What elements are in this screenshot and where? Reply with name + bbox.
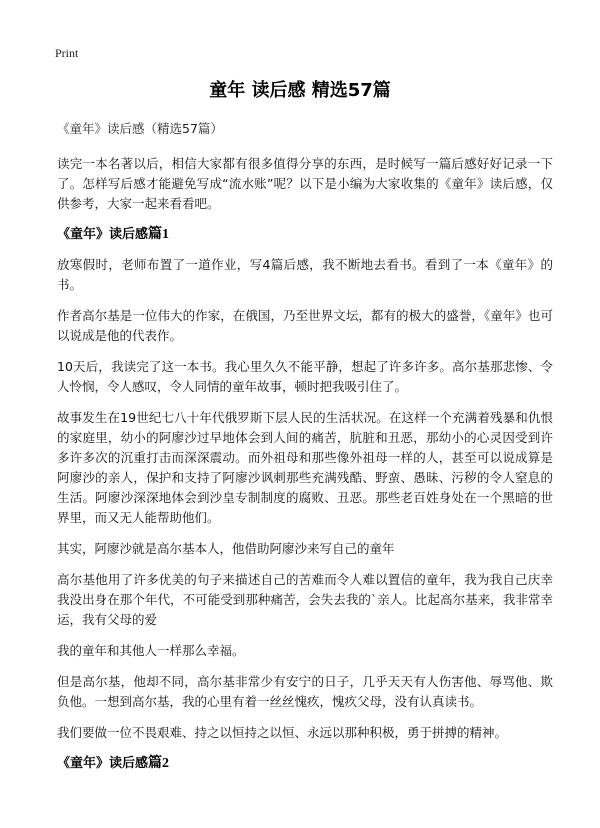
- section-heading-suffix: 篇1: [148, 227, 170, 242]
- page-title: 童年 读后感 精选57篇: [209, 80, 391, 101]
- section-heading-2: [57, 754, 553, 774]
- section-heading-prefix: 《童年》读后感: [57, 756, 149, 771]
- paragraph: 其实，阿廖沙就是高尔基本人，他借助阿廖沙来写自己的童年: [57, 541, 395, 556]
- paragraph: 但是高尔基，他却不同，高尔基非常少有安宁的日子，几乎天天有人伤害他、辱骂他、欺负他。一想到高尔基，我的心里有着一丝丝愧疚，愧疚父母，没有认真读书。: [57, 674, 553, 709]
- paragraph: 10天后，我读完了这一本书。我心里久久不能平静，想起了许多许多。高尔基那悲惨、令人怜悯，令人感叹，令人同情的童年故事，顿时把我吸引住了。: [57, 359, 553, 394]
- section-heading-1: [57, 225, 553, 245]
- paragraph: 高尔基他用了许多优美的句子来描述自己的苦难而令人难以置信的童年，我为我自己庆幸我没出身在那个年代，不可能受到那种痛苦，会失去我的`亲人。比起高尔基来，我非常幸运，我有父母的爱: [57, 572, 553, 627]
- intro-paragraph: 读完一本名著以后，相信大家都有很多值得分享的东西，是时候写一篇后感好好记录一下了。怎样写后感才能避免写成“流水账”呢？以下是小编为大家收集的《童年》读后感，仅供参考，大家一起来看看吧。: [57, 156, 553, 211]
- paragraph: 我们要做一位不畏艰难、持之以恒持之以恒、永远以那种积极，勇于拼搏的精神。: [57, 725, 508, 740]
- article-body: [57, 120, 553, 784]
- paragraph: 故事发生在19世纪七八十年代俄罗斯下层人民的生活状况。在这样一个充满着残暴和仇恨的家庭里，幼小的阿廖沙过早地体会到人间的痛苦，肮脏和丑恶，那幼小的心灵因受到许多许多次的沉重打击而深深震动。而外祖母和那些像外祖母一样的人，甚至可以说成算是阿廖沙的亲人，保护和支持了阿廖沙讽刺那些充满残酷、野蛮、愚昧、污秽的令人窒息的生活。阿廖沙深深地体会到沙皇专制制度的腐败、丑恶。那些老百姓身处在一个黑暗的世界里，而又无人能帮助他们。: [57, 410, 553, 525]
- article-subtitle: 《童年》读后感（精选57篇）: [57, 121, 223, 136]
- paragraph: 我的童年和其他人一样那么幸福。: [57, 643, 245, 658]
- print-link[interactable]: Print: [55, 46, 79, 60]
- paragraph: 作者高尔基是一位伟大的作家，在俄国，乃至世界文坛，都有的极大的盛誉，《童年》也可以说成是他的代表作。: [57, 308, 553, 343]
- paragraph: 放寒假时，老师布置了一道作业，写4篇后感，我不断地去看书。看到了一本《童年》的书。: [57, 257, 553, 292]
- section-heading-prefix: 《童年》读后感: [57, 227, 149, 242]
- section-heading-suffix: 篇2: [148, 756, 170, 771]
